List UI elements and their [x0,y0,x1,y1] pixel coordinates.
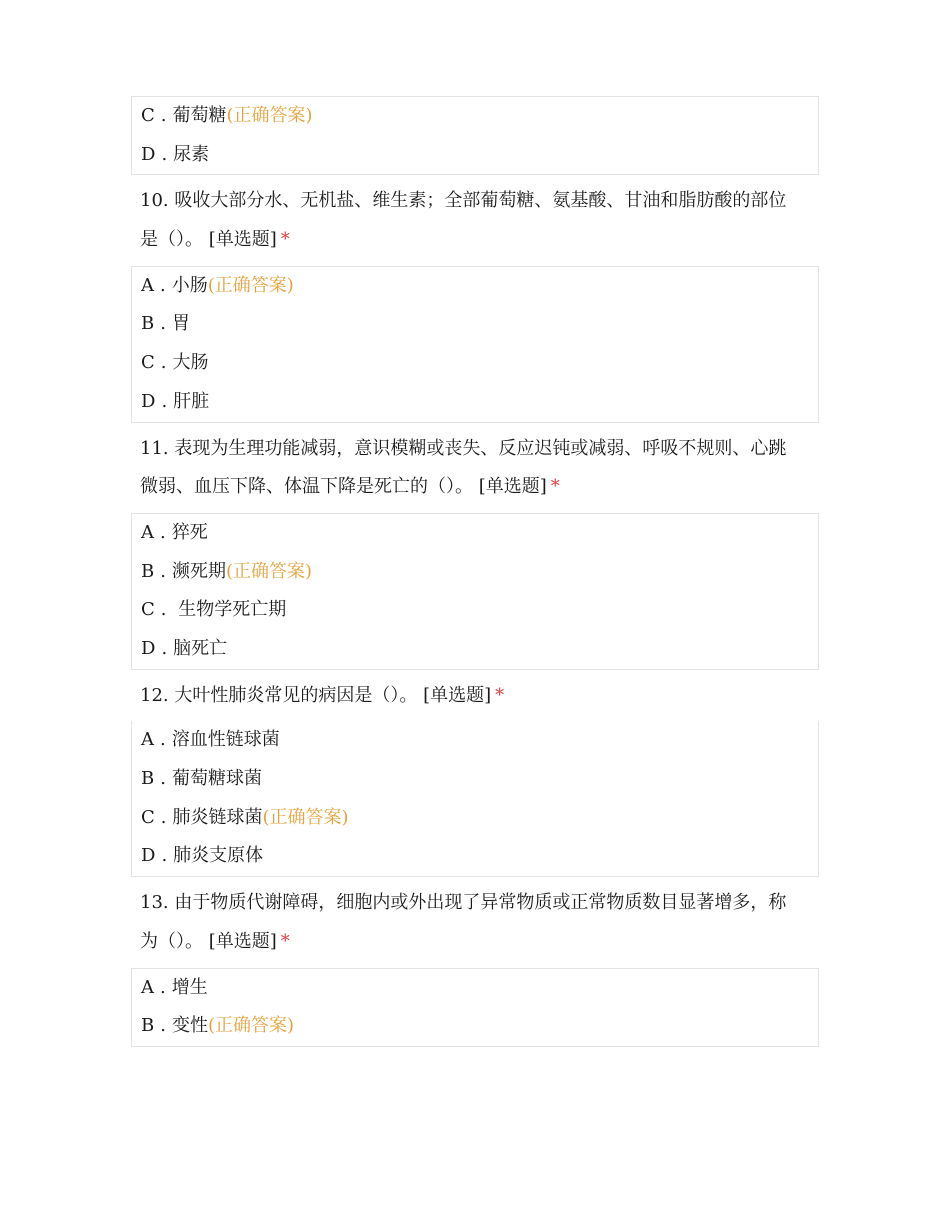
option-letter: C [141,806,155,828]
option-q9-c[interactable]: C . 葡萄糖(正确答案) [141,105,313,126]
required-star: * [550,476,560,498]
option-text: 猝死 [171,521,208,543]
option-letter: D [141,638,156,659]
correct-answer-tag: (正确答案) [262,806,349,828]
option-q11-d[interactable]: D . 脑死亡 [141,638,228,659]
option-q13-a[interactable]: A . 增生 [141,976,208,998]
option-text: 小肠 [171,274,208,296]
question-type-tag: [单选题] [208,930,277,952]
option-q11-a[interactable]: A . 猝死 [141,521,208,543]
correct-answer-tag: (正确答案) [207,1015,295,1037]
option-letter: A [141,274,154,296]
option-q10-a[interactable]: A . 小肠(正确答案) [141,274,294,296]
option-letter: A [141,729,154,751]
option-letter: D [141,845,156,867]
option-text: 葡萄糖球菌 [171,768,262,790]
options-box-q13 [131,968,819,1047]
question-text-line2: 是（）。 [140,229,203,251]
option-text: 增生 [171,976,208,998]
question-11 [131,430,819,507]
option-letter: B [141,560,155,582]
question-number: 11. [140,437,169,459]
option-text: 葡萄糖 [172,105,227,126]
option-q12-b[interactable]: B . 葡萄糖球菌 [141,768,262,790]
option-letter: D [141,143,156,165]
question-number: 10. [140,190,169,212]
question-text-line1: 表现为生理功能减弱，意识模糊或丧失、反应迟钝或减弱、呼吸不规则、心跳 [174,437,787,459]
question-number: 13. [140,892,169,914]
question-13 [131,884,819,961]
option-text: 生物学死亡期 [172,599,287,621]
required-star: * [495,684,505,706]
option-text: 溶血性链球菌 [171,729,280,751]
exam-page [131,96,819,1047]
options-box-q10 [131,266,819,423]
correct-answer-tag: (正确答案) [226,105,313,126]
option-q10-d[interactable]: D . 肝脏 [141,390,210,412]
option-q12-c[interactable]: C . 肺炎链球菌(正确答案) [141,806,349,828]
question-12 [131,677,819,716]
option-letter: B [141,768,155,790]
option-q13-b[interactable]: B . 变性(正确答案) [141,1015,295,1037]
option-text: 尿素 [173,143,210,165]
option-letter: C [141,352,155,374]
option-letter: C [141,599,155,621]
options-box-q11 [131,513,819,670]
question-text-line2: 为（）。 [140,930,203,952]
option-letter: B [141,1015,155,1037]
question-text-line1: 由于物质代谢障碍，细胞内或外出现了异常物质或正常物质数目显著增多，称 [174,892,787,914]
question-type-tag: [单选题] [423,684,492,706]
required-star: * [280,930,290,952]
required-star: * [280,229,290,251]
option-q12-d[interactable]: D . 肺炎支原体 [141,845,264,867]
question-10 [131,182,819,259]
option-q10-b[interactable]: B . 胃 [141,313,190,335]
options-box-q9 [131,96,819,175]
question-number: 12. [140,684,169,706]
option-text: 大肠 [172,352,209,374]
option-letter: D [141,390,156,412]
option-text: 脑死亡 [173,638,228,659]
option-letter: A [141,521,154,543]
question-type-tag: [单选题] [208,229,277,251]
question-text-line1: 大叶性肺炎常见的病因是（）。 [174,684,418,706]
option-q12-a[interactable]: A . 溶血性链球菌 [141,729,280,751]
option-q9-d[interactable]: D . 尿素 [141,143,210,165]
option-letter: C [141,105,155,126]
correct-answer-tag: (正确答案) [207,274,294,296]
option-text: 濒死期 [171,560,226,582]
option-text: 肺炎支原体 [173,845,264,867]
option-q10-c[interactable]: C . 大肠 [141,352,209,374]
option-letter: A [141,976,154,998]
question-type-tag: [单选题] [478,476,547,498]
option-letter: B [141,313,155,335]
question-text-line1: 吸收大部分水、无机盐、维生素；全部葡萄糖、氨基酸、甘油和脂肪酸的部位 [174,190,787,212]
options-box-q12 [131,721,819,877]
option-q11-b[interactable]: B . 濒死期(正确答案) [141,560,313,582]
option-text: 变性 [171,1015,208,1037]
correct-answer-tag: (正确答案) [225,560,313,582]
option-text: 肺炎链球菌 [172,806,263,828]
question-text-line2: 微弱、血压下降、体温下降是死亡的（）。 [140,476,473,498]
option-text: 肝脏 [173,390,210,412]
option-q11-c[interactable]: C . 生物学死亡期 [141,599,287,621]
option-text: 胃 [171,313,190,335]
